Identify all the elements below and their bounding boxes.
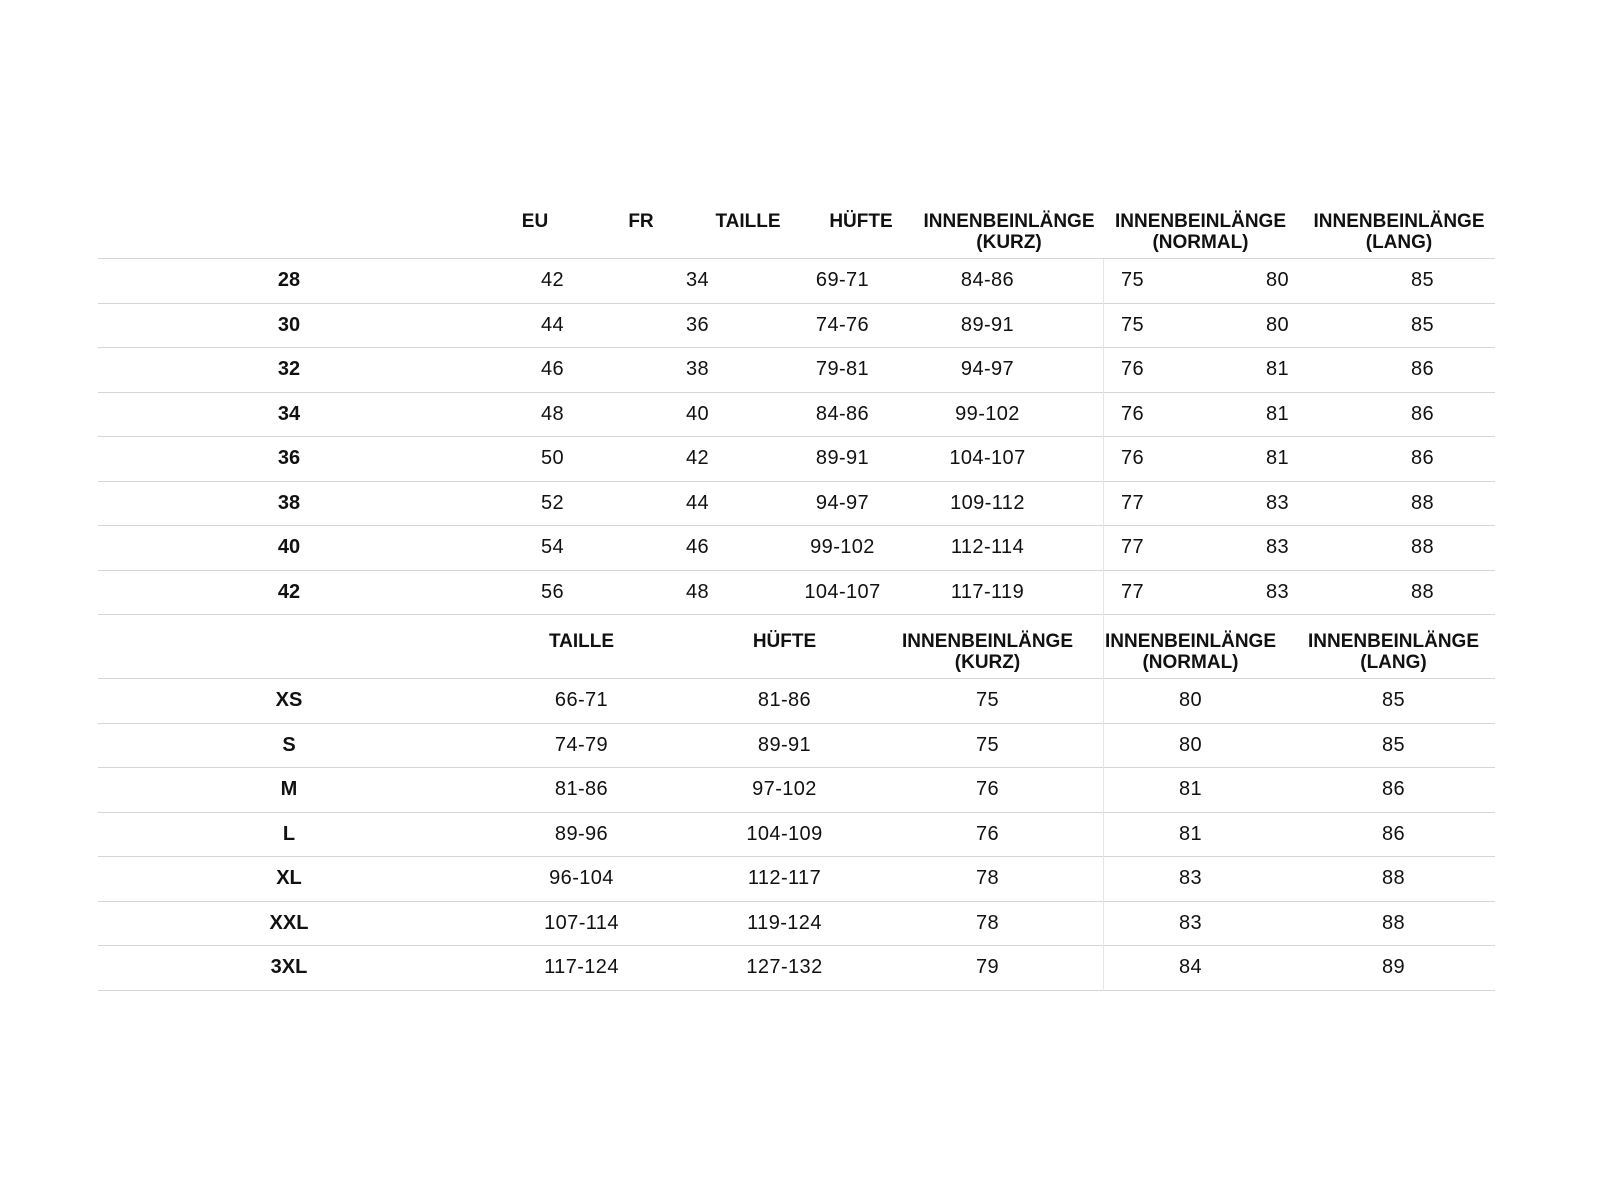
table-cell: 88 [1410, 580, 1435, 603]
row-size-label: 32 [277, 358, 301, 381]
size-chart-block [98, 195, 1495, 991]
table-cell: 80 [1178, 733, 1203, 756]
column-header-innenbeinlaenge-kurz [886, 615, 1089, 678]
table-cell: 89-91 [960, 313, 1015, 336]
table-row [98, 571, 1495, 616]
table-cell: 84-86 [815, 402, 870, 425]
column-header-innenbeinlaenge-lang [1292, 615, 1495, 678]
table-cell: 112-117 [747, 867, 822, 890]
table-cell: 81 [1265, 402, 1290, 425]
table-cell: 81 [1178, 778, 1203, 801]
table-cell: 74-76 [815, 313, 870, 336]
row-size-label: 38 [277, 491, 301, 514]
table-cell: 81 [1178, 822, 1203, 845]
table-cell: 88 [1410, 491, 1435, 514]
table-cell: 76 [975, 778, 1000, 801]
row-size-label: L [282, 822, 296, 845]
column-header-eu [482, 195, 588, 258]
table-row [98, 857, 1495, 902]
table-row [98, 348, 1495, 393]
table-row [98, 482, 1495, 527]
table-cell: 86 [1381, 822, 1406, 845]
letter-size-table-header-row [98, 615, 1495, 679]
table-cell: 117-124 [544, 956, 619, 979]
table-cell: 86 [1410, 358, 1435, 381]
letter-size-table-body [98, 679, 1495, 991]
table-row [98, 813, 1495, 858]
table-cell: 117-119 [950, 580, 1025, 603]
table-cell: 77 [1120, 536, 1145, 559]
column-header-innenbeinlaenge-kurz [920, 195, 1098, 258]
row-size-label: M [280, 778, 298, 801]
table-cell: 81 [1265, 447, 1290, 470]
column-header-text: TAILLE [715, 211, 781, 232]
table-cell: 88 [1381, 867, 1406, 890]
vertical-divider-line [1103, 259, 1104, 991]
column-header-text: INNENBEINLÄNGE [1307, 631, 1479, 652]
table-cell: 99-102 [810, 536, 875, 559]
table-cell: 89-96 [554, 822, 609, 845]
column-header-innenbeinlaenge-normal [1089, 615, 1292, 678]
table-cell: 127-132 [746, 956, 823, 979]
column-header-text: EU [521, 211, 549, 232]
table-cell: 99-102 [955, 402, 1020, 425]
table-cell: 50 [540, 447, 565, 470]
table-cell: 104-107 [804, 580, 881, 603]
row-size-label: 30 [277, 313, 301, 336]
table-cell: 104-107 [949, 447, 1026, 470]
table-cell: 83 [1178, 867, 1203, 890]
table-cell: 86 [1410, 447, 1435, 470]
table-cell: 79 [975, 956, 1000, 979]
row-size-label: 3XL [270, 956, 308, 979]
table-cell: 84 [1178, 956, 1203, 979]
table-cell: 119-124 [747, 911, 822, 934]
row-size-label: 42 [277, 580, 301, 603]
row-size-label: 28 [277, 269, 301, 292]
table-cell: 40 [685, 402, 710, 425]
table-cell: 36 [685, 313, 710, 336]
table-cell: 89 [1381, 956, 1406, 979]
table-cell: 112-114 [950, 536, 1025, 559]
column-header-text: (LANG) [1365, 232, 1433, 253]
column-header-text: (LANG) [1360, 652, 1427, 673]
table-cell: 74-79 [554, 733, 609, 756]
table-cell: 83 [1265, 491, 1290, 514]
table-cell: 88 [1381, 911, 1406, 934]
table-row [98, 393, 1495, 438]
table-cell: 80 [1265, 269, 1290, 292]
row-size-label: XXL [269, 911, 309, 934]
column-header-huefte [802, 195, 920, 258]
table-cell: 109-112 [950, 491, 1025, 514]
table-row [98, 437, 1495, 482]
table-cell: 85 [1381, 689, 1406, 712]
column-header-text: (KURZ) [954, 652, 1021, 673]
table-row [98, 768, 1495, 813]
column-header-text: FR [628, 211, 654, 232]
table-cell: 86 [1381, 778, 1406, 801]
column-header-text: HÜFTE [752, 631, 817, 652]
table-cell: 85 [1410, 269, 1435, 292]
column-header-text: INNENBEINLÄNGE [901, 631, 1073, 652]
table-cell: 96-104 [549, 867, 614, 890]
table-cell: 77 [1120, 580, 1145, 603]
table-cell: 84-86 [960, 269, 1015, 292]
column-header-text: INNENBEINLÄNGE [1104, 631, 1276, 652]
table-cell: 83 [1265, 536, 1290, 559]
numeric-size-table-body [98, 259, 1495, 615]
table-row [98, 902, 1495, 947]
table-cell: 48 [685, 580, 710, 603]
table-cell: 89-91 [815, 447, 870, 470]
column-header-innenbeinlaenge-lang [1303, 195, 1495, 258]
column-header-huefte [683, 615, 886, 678]
table-cell: 78 [975, 867, 1000, 890]
table-row [98, 526, 1495, 571]
table-cell: 83 [1178, 911, 1203, 934]
table-row [98, 679, 1495, 724]
table-cell: 97-102 [752, 778, 817, 801]
table-cell: 76 [1120, 402, 1145, 425]
table-cell: 75 [975, 689, 1000, 712]
column-header-text: TAILLE [548, 631, 615, 652]
table-cell: 38 [685, 358, 710, 381]
table-cell: 76 [1120, 358, 1145, 381]
row-size-label: XS [275, 689, 303, 712]
table-cell: 44 [540, 313, 565, 336]
table-cell: 104-109 [746, 822, 823, 845]
table-row [98, 304, 1495, 349]
table-cell: 89-91 [757, 733, 812, 756]
table-cell: 86 [1410, 402, 1435, 425]
table-cell: 76 [1120, 447, 1145, 470]
row-size-label: XL [276, 867, 302, 890]
row-size-label: 36 [277, 447, 301, 470]
table-cell: 80 [1178, 689, 1203, 712]
table-cell: 56 [540, 580, 565, 603]
column-header-innenbeinlaenge-normal [1098, 195, 1303, 258]
row-size-label: 34 [277, 402, 301, 425]
column-header-text: (NORMAL) [1142, 652, 1239, 673]
table-cell: 81 [1265, 358, 1290, 381]
table-cell: 42 [540, 269, 565, 292]
row-size-label: 40 [277, 536, 301, 559]
table-cell: 81-86 [757, 689, 812, 712]
table-cell: 75 [1120, 313, 1145, 336]
column-header-text: HÜFTE [829, 211, 893, 232]
column-header-spacer [98, 615, 480, 678]
column-header-taille [480, 615, 683, 678]
table-cell: 69-71 [815, 269, 870, 292]
row-size-label: S [282, 733, 296, 756]
table-cell: 107-114 [544, 911, 619, 934]
table-cell: 75 [975, 733, 1000, 756]
column-header-text: INNENBEINLÄNGE [1313, 211, 1485, 232]
table-cell: 94-97 [815, 491, 870, 514]
table-row [98, 259, 1495, 304]
table-cell: 46 [685, 536, 710, 559]
table-cell: 77 [1120, 491, 1145, 514]
table-cell: 80 [1265, 313, 1290, 336]
table-cell: 46 [540, 358, 565, 381]
table-cell: 94-97 [960, 358, 1015, 381]
table-cell: 85 [1381, 733, 1406, 756]
table-cell: 42 [685, 447, 710, 470]
table-row [98, 724, 1495, 769]
table-cell: 44 [685, 491, 710, 514]
column-header-fr [588, 195, 694, 258]
table-cell: 81-86 [554, 778, 609, 801]
column-header-spacer [98, 195, 482, 258]
table-cell: 88 [1410, 536, 1435, 559]
table-cell: 34 [685, 269, 710, 292]
column-header-taille [694, 195, 802, 258]
table-cell: 66-71 [554, 689, 609, 712]
table-cell: 54 [540, 536, 565, 559]
table-cell: 48 [540, 402, 565, 425]
table-cell: 83 [1265, 580, 1290, 603]
table-cell: 85 [1410, 313, 1435, 336]
table-row [98, 946, 1495, 991]
numeric-size-table-header-row [98, 195, 1495, 259]
table-cell: 75 [1120, 269, 1145, 292]
table-cell: 79-81 [815, 358, 870, 381]
table-cell: 76 [975, 822, 1000, 845]
table-cell: 78 [975, 911, 1000, 934]
column-header-text: (NORMAL) [1152, 232, 1249, 253]
column-header-text: INNENBEINLÄNGE [1114, 211, 1286, 232]
table-cell: 52 [540, 491, 565, 514]
column-header-text: INNENBEINLÄNGE [923, 211, 1095, 232]
column-header-text: (KURZ) [976, 232, 1042, 253]
